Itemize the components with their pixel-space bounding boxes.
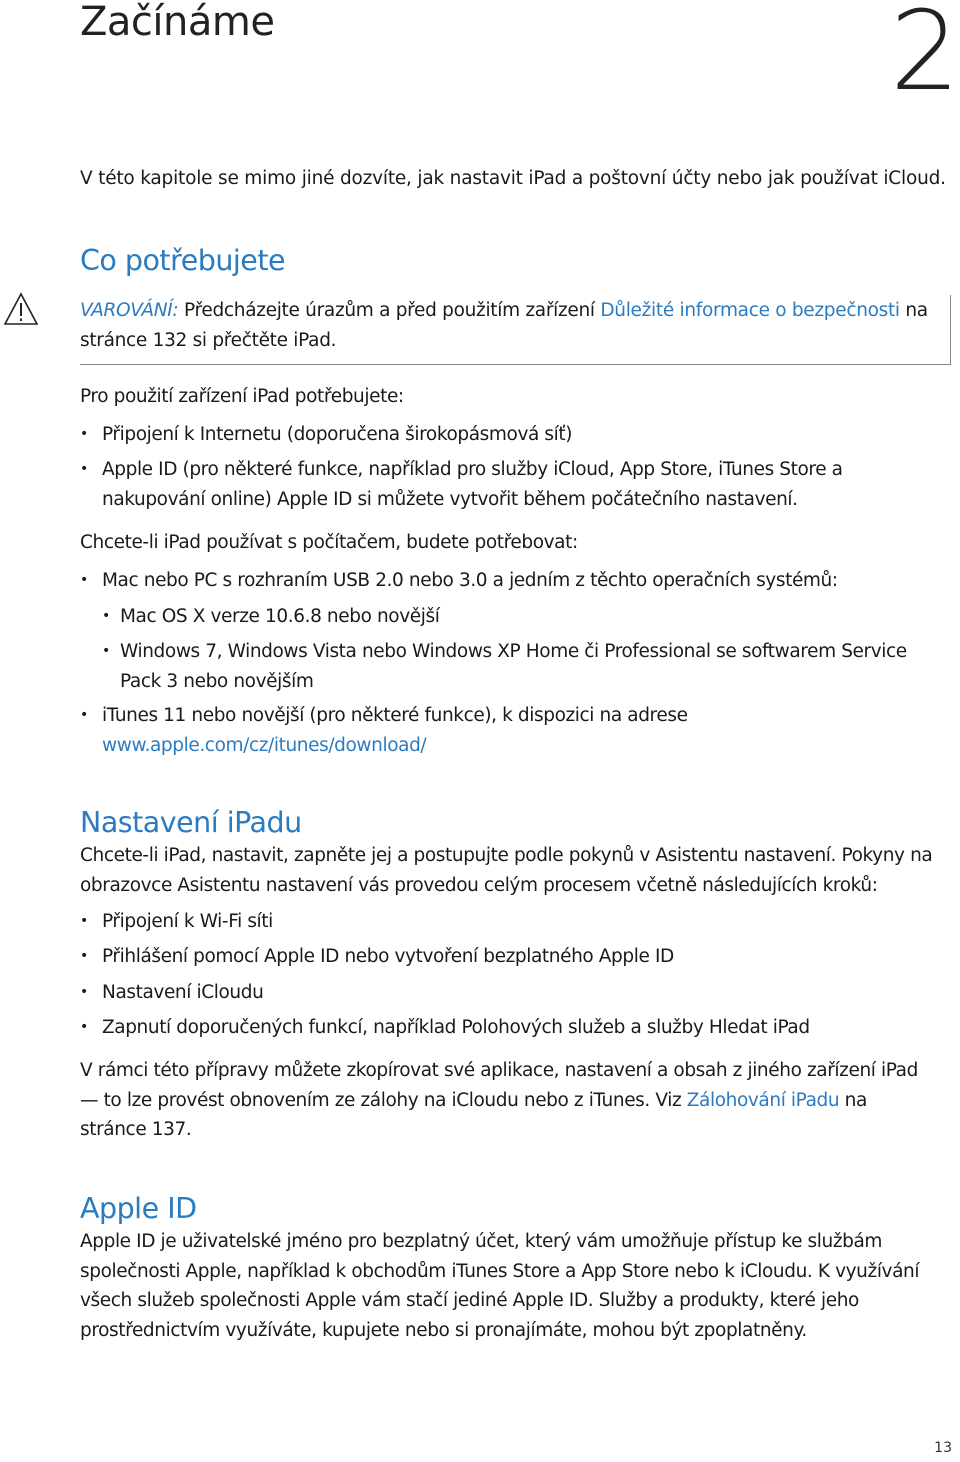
bullet-icon: • [80, 707, 88, 723]
bullet-icon: • [80, 948, 88, 964]
setup-lead: Chcete-li iPad, nastavit, zapněte jej a postupujte podle pokynů v Asistentu nastavení. Pokyny na obrazovce Asistentu nastavení vás provedou celým procesem včetně následujících kroků: [80, 845, 933, 896]
os-list-item: • Mac OS X verze 10.6.8 nebo novější [102, 602, 942, 632]
warning-label: VAROVÁNÍ: [80, 300, 179, 321]
section-heading-setup: Nastavení iPadu [80, 806, 302, 839]
warning-triangle-icon [3, 290, 39, 330]
list-item: • Připojení k Internetu (doporučena širokopásmová síť) [80, 420, 940, 450]
warning-text-after: na stránce 132 si přečtěte iPad. [80, 300, 928, 351]
list-item: • Přihlášení pomocí Apple ID nebo vytvoření bezplatného Apple ID [80, 942, 940, 972]
computer-lead: Chcete-li iPad používat s počítačem, budete potřebovat: [80, 532, 578, 553]
chapter-intro: V této kapitole se mimo jiné dozvíte, jak nastavit iPad a poštovní účty nebo jak používat iCloud. [80, 168, 946, 189]
safety-info-link[interactable]: Důležité informace o bezpečnosti [600, 300, 900, 321]
backup-ipad-link[interactable]: Zálohování iPadu [686, 1089, 840, 1111]
appleid-text: Apple ID je uživatelské jméno pro bezplatný účet, který vám umožňuje přístup ke službám společnosti Apple, například k obchodům iTunes Store a App Store nebo k iCloudu. K využívání všech služeb společnosti Apple vám stačí jediné Apple ID. Služby a produkty, které jeho prostřednictvím využíváte, kupujete nebo si pronajímáte, mohou být zpoplatněny. [80, 1231, 920, 1341]
list-item: • iTunes 11 nebo novější (pro některé funkce), k dispozici na adrese www.apple.com/cz/itunes/download/ [80, 701, 720, 760]
bullet-icon: • [80, 426, 88, 442]
list-item: • Zapnutí doporučených funkcí, například Polohových služeb a služby Hledat iPad [80, 1013, 940, 1043]
bullet-icon: • [80, 572, 88, 588]
chapter-title: Začínáme [80, 0, 275, 45]
section-heading-needs: Co potřebujete [80, 244, 286, 277]
list-item: • Mac nebo PC s rozhraním USB 2.0 nebo 3.0 a jedním z těchto operačních systémů: [80, 566, 940, 596]
bullet-icon: • [80, 984, 88, 1000]
page-number: 13 [934, 1440, 952, 1456]
bullet-icon: • [80, 461, 88, 477]
chapter-number: 2 [890, 0, 956, 115]
list-item: • Apple ID (pro některé funkce, například pro služby iCloud, App Store, iTunes Store a nakupování online) Apple ID si můžete vytvořit během počátečního nastavení. [80, 455, 870, 514]
bullet-icon: • [102, 643, 110, 659]
section-heading-appleid: Apple ID [80, 1192, 197, 1225]
bullet-icon: • [80, 913, 88, 929]
list-item: • Nastavení iCloudu [80, 978, 940, 1008]
bullet-icon: • [80, 1019, 88, 1035]
needs-lead: Pro použití zařízení iPad potřebujete: [80, 386, 404, 407]
list-item: • Připojení k Wi-Fi síti [80, 907, 940, 937]
warning-text [80, 296, 942, 356]
itunes-download-link[interactable]: www.apple.com/cz/itunes/download/ [102, 734, 427, 756]
warning-text-before: Předcházejte úrazům a před použitím zařízení [178, 300, 601, 321]
os-list-item: • Windows 7, Windows Vista nebo Windows XP Home či Professional se softwarem Service Pack 3 nebo novějším [102, 637, 932, 696]
setup-note: V rámci této přípravy můžete zkopírovat své aplikace, nastavení a obsah z jiného zařízení iPad — to lze provést obnovením ze zálohy na iCloudu nebo z iTunes. Viz Zálohování iPadu na stránce 137. [80, 1060, 918, 1140]
bullet-icon: • [102, 608, 110, 624]
